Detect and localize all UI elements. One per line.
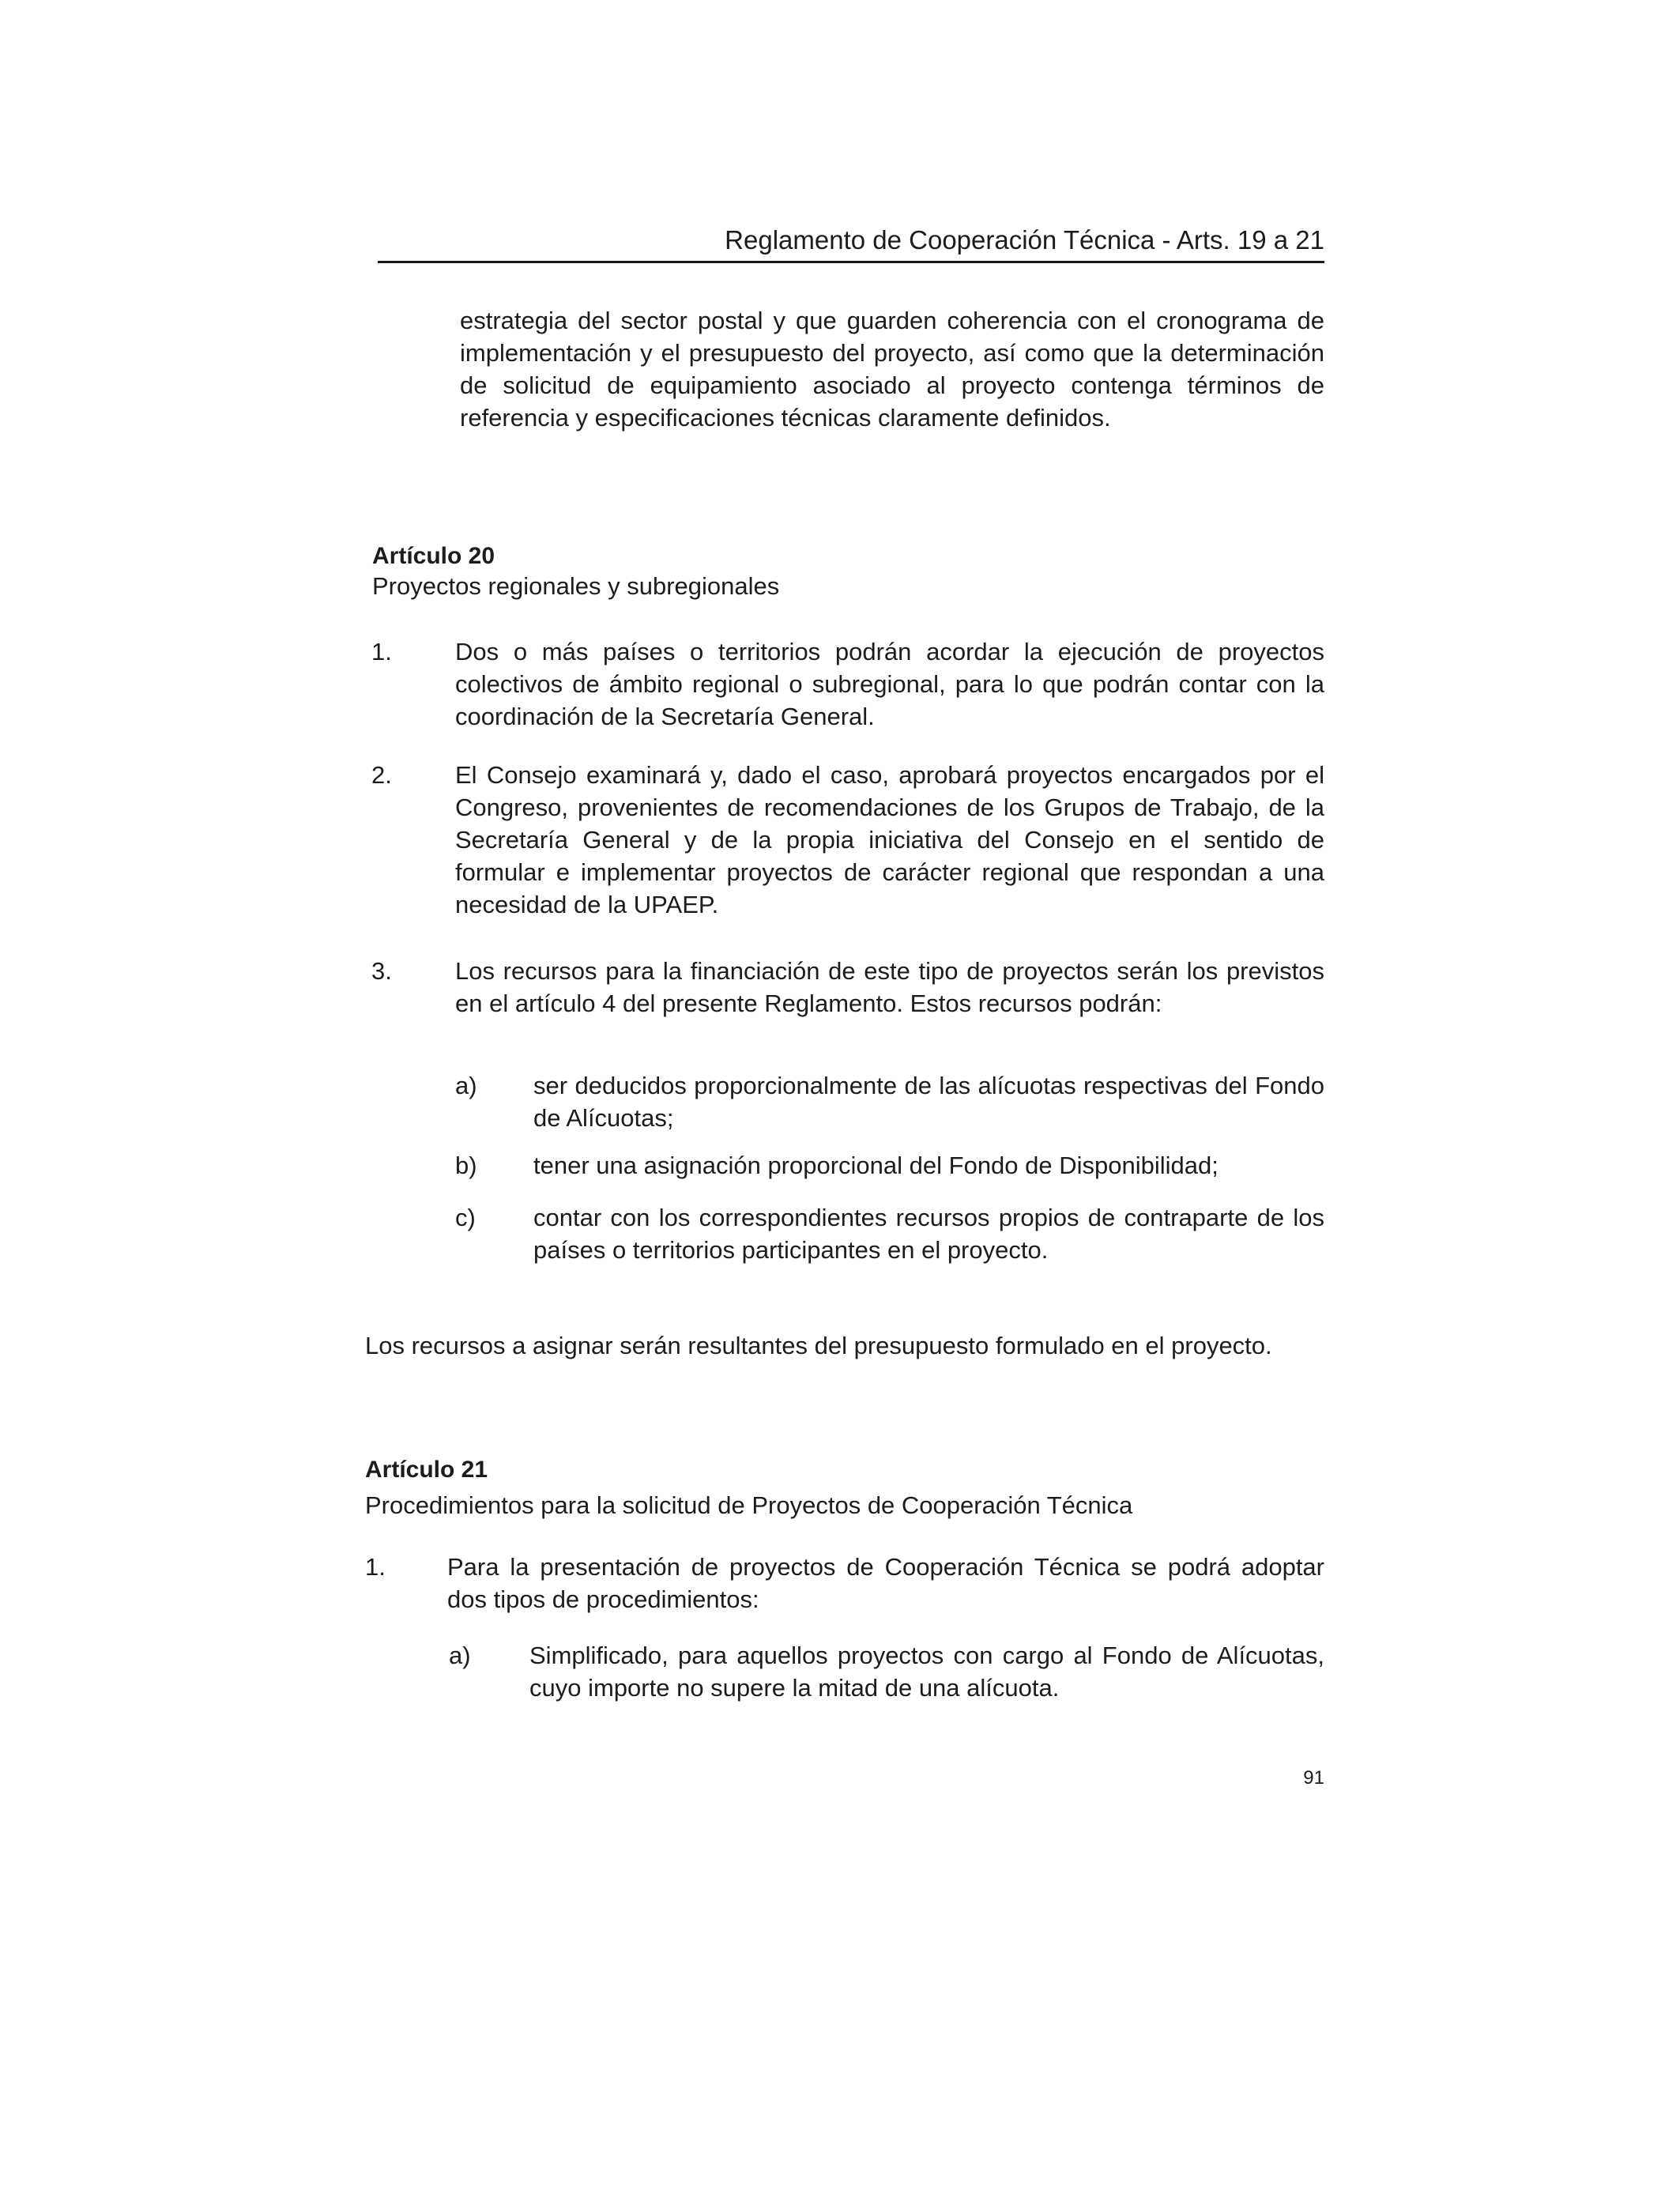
article-20-subitem-a-letter: a) (455, 1072, 477, 1099)
article-21-item-1-text: Para la presentación de proyectos de Cooperación Técnica se podrá adoptar dos tipos de procedimientos: (447, 1553, 1324, 1613)
article-20-item-2-text: El Consejo examinará y, dado el caso, aprobará proyectos encargados por el Congreso, provenientes de recomendaciones de los Grupos de Trabajo, de la Secretaría General y de la propia iniciativa del Consejo en el sentido de formular e implementar proyectos de carácter regional que respondan a una necesidad de la UPAEP. (455, 761, 1324, 918)
article-20-subitem-b-letter: b) (455, 1152, 477, 1179)
header-rule (378, 261, 1324, 263)
intro-paragraph: estrategia del sector postal y que guarden coherencia con el cronograma de implementación y el presupuesto del proyecto, así como que la determinación de solicitud de equipamiento asociado al proyecto contenga términos de referencia y especificaciones técnicas claramente definidos. (460, 307, 1324, 432)
article-20-subitem-a-text: ser deducidos proporcionalmente de las alícuotas respectivas del Fondo de Alícuotas; (533, 1072, 1324, 1132)
article-20-closing-paragraph: Los recursos a asignar serán resultantes del presupuesto formulado en el proyecto. (365, 1332, 1272, 1359)
article-21-subitem-a-text: Simplificado, para aquellos proyectos con cargo al Fondo de Alícuotas, cuyo importe no supere la mitad de una alícuota. (529, 1642, 1324, 1702)
article-21-item-1-number: 1. (365, 1553, 386, 1581)
page-number: 91 (1303, 1767, 1324, 1789)
article-21-title: Artículo 21 (365, 1457, 488, 1483)
article-20-subitem-c-letter: c) (455, 1204, 476, 1231)
article-20-subtitle: Proyectos regionales y subregionales (372, 572, 780, 600)
article-20-item-2-number: 2. (371, 761, 392, 789)
running-header: Reglamento de Cooperación Técnica - Arts. 19 a 21 (725, 225, 1324, 254)
article-20-item-1-text: Dos o más países o territorios podrán acordar la ejecución de proyectos colectivos de ámbito regional o subregional, para lo que podrán contar con la coordinación de la Secretaría General. (455, 638, 1324, 730)
article-20-item-1-number: 1. (371, 638, 392, 665)
article-20-subitem-b-text: tener una asignación proporcional del Fondo de Disponibilidad; (533, 1152, 1219, 1179)
article-20-item-3-text: Los recursos para la financiación de este tipo de proyectos serán los previstos en el artículo 4 del presente Reglamento. Estos recursos podrán: (455, 957, 1324, 1017)
article-20-subitem-c-text: contar con los correspondientes recursos propios de contraparte de los países o territorios participantes en el proyecto. (533, 1204, 1324, 1264)
article-21-subitem-a-letter: a) (449, 1642, 471, 1669)
article-20-title: Artículo 20 (372, 543, 495, 569)
article-21-subtitle: Procedimientos para la solicitud de Proyectos de Cooperación Técnica (365, 1491, 1133, 1519)
article-20-item-3-number: 3. (371, 957, 392, 985)
